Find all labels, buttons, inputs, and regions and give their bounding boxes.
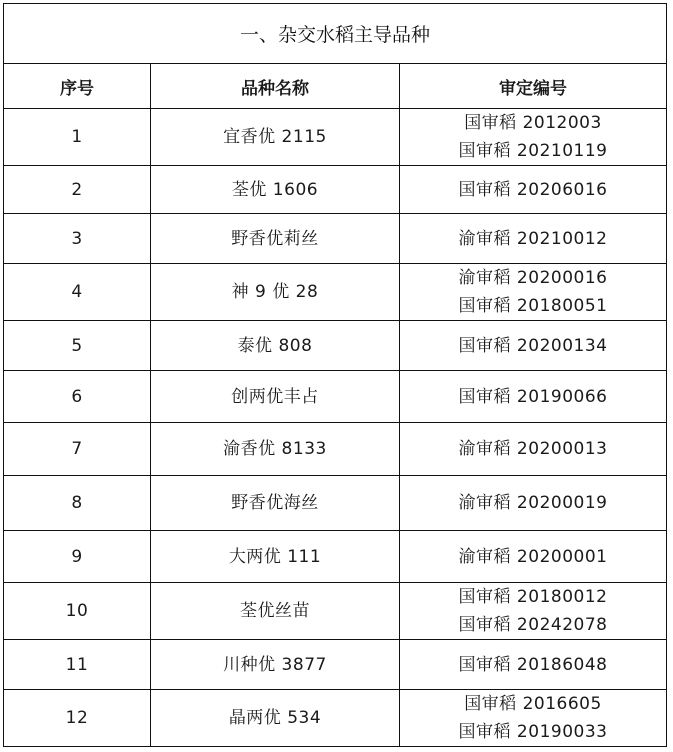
row-number: 12 (4, 690, 151, 747)
approval-codes (400, 321, 667, 371)
row-number: 1 (4, 109, 151, 166)
variety-name: 大两优 111 (151, 531, 400, 583)
approval-code: 国审稻 20186048 (458, 654, 608, 675)
table-row (4, 166, 667, 214)
variety-name: 泰优 808 (151, 321, 400, 371)
header-no: 序号 (4, 64, 151, 109)
variety-name: 创两优丰占 (151, 371, 400, 423)
variety-name: 晶两优 534 (151, 690, 400, 747)
approval-codes (400, 531, 667, 583)
approval-codes (400, 690, 667, 747)
row-number: 8 (4, 476, 151, 531)
table-row (4, 264, 667, 321)
row-number: 9 (4, 531, 151, 583)
approval-code: 国审稻 20190033 (458, 722, 608, 742)
approval-codes (400, 583, 667, 640)
variety-name: 荃优丝苗 (151, 583, 400, 640)
table-row (4, 423, 667, 476)
table-row (4, 476, 667, 531)
header-code: 审定编号 (400, 64, 667, 109)
approval-codes (400, 214, 667, 264)
variety-name: 荃优 1606 (151, 166, 400, 214)
row-number: 11 (4, 640, 151, 690)
table-row (4, 214, 667, 264)
approval-codes (400, 640, 667, 690)
table-row (4, 583, 667, 640)
approval-codes (400, 371, 667, 423)
approval-code: 国审稻 2012003 (464, 113, 602, 133)
approval-code: 国审稻 20206016 (458, 179, 608, 200)
approval-code: 国审稻 20242078 (458, 615, 608, 635)
table-row (4, 371, 667, 423)
variety-name: 川种优 3877 (151, 640, 400, 690)
approval-codes (400, 423, 667, 476)
variety-name: 神 9 优 28 (151, 264, 400, 321)
row-number: 6 (4, 371, 151, 423)
approval-codes (400, 476, 667, 531)
approval-code: 国审稻 2016605 (464, 694, 602, 714)
row-number: 4 (4, 264, 151, 321)
approval-code: 国审稻 20180012 (458, 587, 608, 607)
approval-code: 渝审稻 20200016 (458, 268, 608, 288)
row-number: 7 (4, 423, 151, 476)
variety-name: 野香优莉丝 (151, 214, 400, 264)
table-title: 一、杂交水稻主导品种 (4, 4, 667, 64)
table-row (4, 640, 667, 690)
variety-table (3, 3, 667, 747)
row-number: 5 (4, 321, 151, 371)
approval-code: 国审稻 20190066 (458, 386, 608, 407)
approval-code: 国审稻 20200134 (458, 335, 608, 356)
approval-code: 渝审稻 20200001 (458, 546, 608, 567)
table-row (4, 321, 667, 371)
approval-code: 国审稻 20210119 (458, 141, 608, 161)
variety-name: 宜香优 2115 (151, 109, 400, 166)
table-row (4, 690, 667, 747)
table-row (4, 109, 667, 166)
row-number: 2 (4, 166, 151, 214)
variety-name: 渝香优 8133 (151, 423, 400, 476)
approval-codes (400, 264, 667, 321)
approval-code: 国审稻 20180051 (458, 296, 608, 316)
approval-codes (400, 109, 667, 166)
approval-codes (400, 166, 667, 214)
approval-code: 渝审稻 20200013 (458, 439, 608, 459)
row-number: 3 (4, 214, 151, 264)
row-number: 10 (4, 583, 151, 640)
table-row (4, 531, 667, 583)
approval-code: 渝审稻 20210012 (458, 228, 608, 249)
variety-name: 野香优海丝 (151, 476, 400, 531)
header-name: 品种名称 (151, 64, 400, 109)
approval-code: 渝审稻 20200019 (458, 493, 608, 513)
